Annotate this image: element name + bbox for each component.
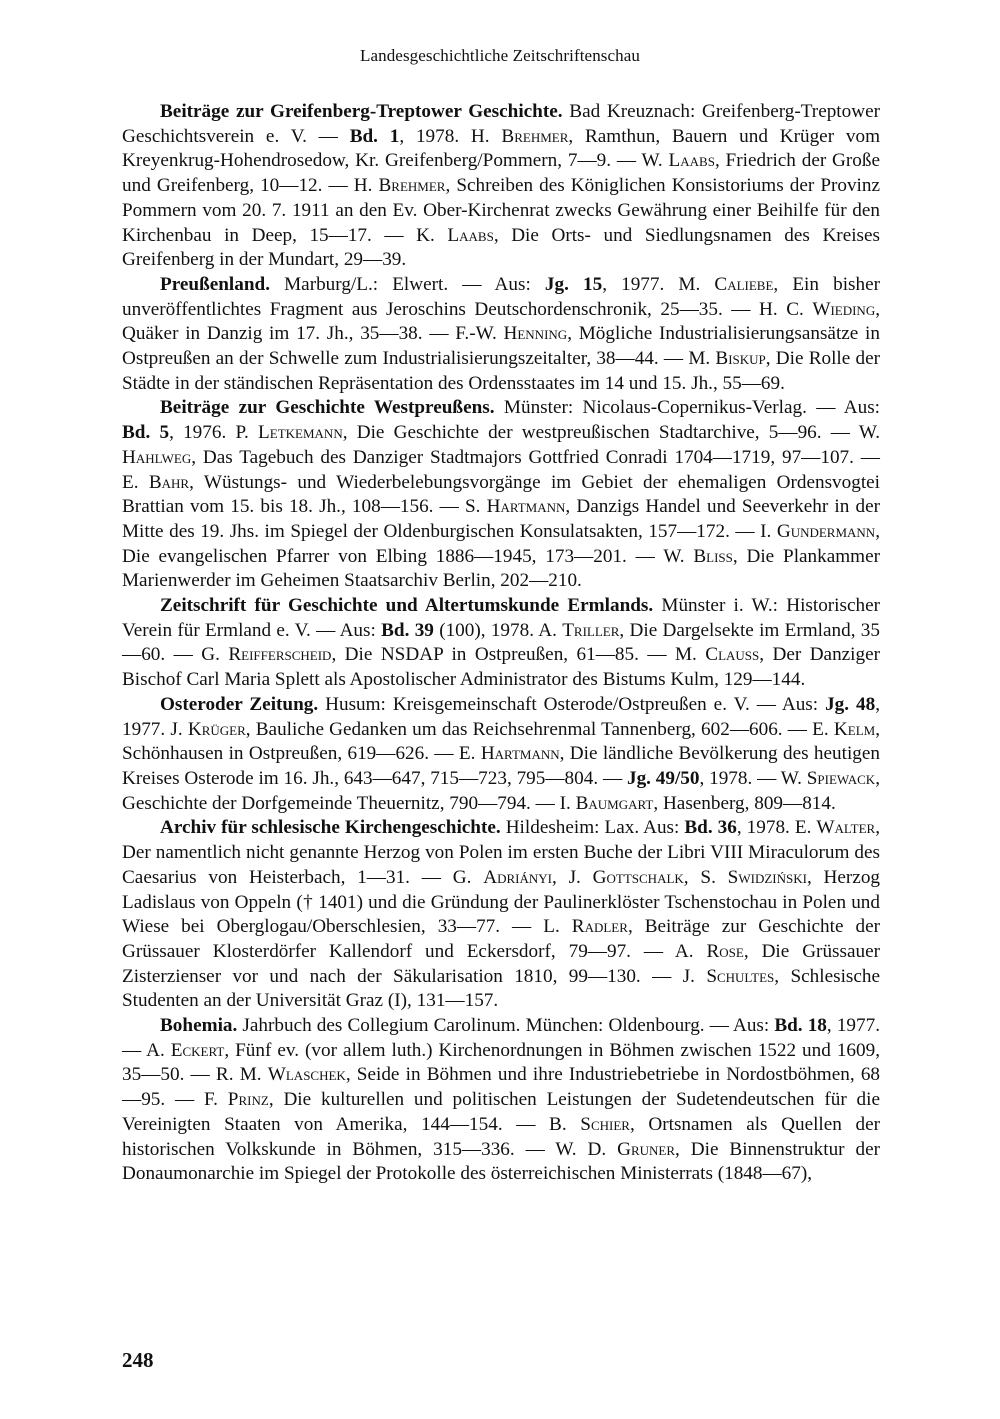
author-name: Bahr [148,471,190,493]
author-name: Eckert [170,1039,225,1061]
entry-text: , Quäker in Danzig im 17. Jh., 35—38. — F.-W. [122,298,880,345]
author-name: Bliss [693,545,733,567]
entry-text: , Geschichte der Dorfgemeinde Theuernitz, 790—794. — I. [122,767,880,814]
entry-text: , Ortsnamen als Quellen der historischen Volkskunde in Böhmen, 315—336. — W. D. [122,1113,880,1160]
entry-text: , 1977. M. [602,273,715,295]
entry-text: , Die Binnenstruktur der Donaumonarchie im Spiegel der Protokolle des österreichischen Ministerrats (1848—67), [122,1138,880,1185]
volume-number: Bd. 1 [349,125,400,147]
volume-number: Jg. 15 [544,273,603,295]
author-name: Kelm [833,718,876,740]
author-name: Spiewack [806,767,876,789]
journal-title: Osteroder Zeitung. [160,693,319,715]
journal-title: Preußenland. [160,273,270,295]
author-name: Adriányi [483,866,552,888]
entry-text: , 1978. E. [736,817,817,839]
author-name: Laabs [668,150,715,172]
entry-text: , Die evangelischen Pfarrer von Elbing 1886—1945, 173—201. — W. [122,520,880,567]
author-name: Swidziński [727,866,807,888]
entry-text: , Die Rolle der Städte in der ständischen Repräsentation des Ordensstaates im 14 und 15. Jh., 55—69. [122,348,880,394]
volume-number: Bd. 39 [381,619,434,641]
author-name: Schier [580,1113,630,1135]
entry-text: , Der Danziger Bischof Carl Maria Splett als Apostolischer Administrator des Bistums Kulm, 129—144. [122,644,881,691]
journal-title: Archiv für schlesische Kirchengeschichte. [160,817,501,839]
entry-text: , Mögliche Industrialisierungsansätze in Ostpreußen an der Schwelle zum Industrialisierungszeitalter, 38—44. — M. [122,323,880,370]
entry-text: Münster i. W.: Historischer Verein für Ermland e. V. — Aus: [122,595,880,641]
entry-schlesien [122,816,880,1014]
page-number: 248 [122,1348,154,1372]
author-name: Prinz [227,1089,269,1111]
entry-text: , Das Tagebuch des Danziger Stadtmajors Gottfried Conradi 1704—1719, 97—107. — E. [122,446,880,493]
author-name: Biskup [715,348,766,370]
author-name: Brehmer [501,125,569,147]
author-name: Laabs [447,224,494,246]
entry-text: , Die Orts- und Siedlungsnamen des Kreises Greifenberg in der Mundart, 29—39. [122,224,880,271]
entry-osteroder [122,693,880,817]
author-name: Hahlweg [122,446,192,468]
entry-ermland [122,594,880,693]
author-name: Walter [816,817,876,839]
entry-text: , Die ländliche Bevölkerung des heutigen Kreises Osterode im 16. Jh., 643—647, 715—723, 795—804. — [122,743,880,789]
entry-text: , Die Dargelsekte im Ermland, 35—60. — G. [122,619,880,666]
author-name: Clauss [705,644,760,666]
author-name: Hartmann [486,496,566,518]
author-name: Krüger [187,718,246,740]
author-name: Radler [571,916,628,938]
author-name: Caliebe [714,273,774,295]
entry-text: , Beiträge zur Geschichte der Grüssauer Klosterdörfer Kallendorf und Eckersdorf, 79—97. — A. [122,916,881,962]
entry-text: , Die NSDAP in Ostpreußen, 61—85. — M. [331,644,706,666]
volume-number: Jg. 48 [825,693,876,715]
entry-text: Hildesheim: Lax. Aus: [500,817,685,839]
entry-text: , Friedrich der Große und Greifenberg, 10—12. — H. [122,150,880,197]
entry-text: , 1978. H. [399,125,502,147]
entry-text: , 1977. — A. [122,1015,880,1061]
entry-text: , Fünf ev. (vor allem luth.) Kirchenordnungen in Böhmen zwischen 1522 und 1609, 35—50. — R. M. [122,1039,880,1086]
entry-text: , Bauliche Gedanken um das Reichsehrenmal Tannenberg, 602—606. — E. [245,718,834,740]
volume-number: Bd. 5 [122,422,170,444]
author-name: Letkemann [258,422,343,444]
entry-text: , Ein bisher unveröffentlichtes Fragment aus Jeroschins Deutschordenschronik, 25—35. — H. C. [122,273,880,320]
entry-text: Bad Kreuznach: Greifenberg-Treptower Geschichtsverein e. V. — [122,101,880,147]
journal-title: Beiträge zur Geschichte Westpreußens. [160,397,495,419]
journal-title: Zeitschrift für Geschichte und Altertumskunde Ermlands. [160,595,654,617]
entry-text: , Herzog Ladislaus von Oppeln († 1401) und die Gründung der Paulinerklöster Tschenstochau in Polen und Wiese bei Oberglogau/Oberschlesien, 33—77. — L. [122,866,881,938]
bibliography-body [122,100,880,1187]
entry-text: Münster: Nicolaus-Copernikus-Verlag. — Aus: [494,397,880,419]
entry-text: , Schreiben des Königlichen Konsistoriums der Provinz Pommern vom 20. 7. 1911 an den Ev. Ober-Kirchenrat zwecks Gewährung einer Beihilfe für den Kirchenbau in Deep, 15—17. — K. [122,175,881,246]
author-name: Henning [503,323,568,345]
author-name: Schultes [706,965,775,987]
entry-text: , Die Geschichte der westpreußischen Stadtarchive, 5—96. — W. [342,422,880,444]
entry-text: , Hasenberg, 809—814. [653,792,836,814]
entry-text: , Schlesische Studenten an der Universität Graz (I), 131—157. [122,965,880,1012]
entry-text: Husum: Kreisgemeinschaft Osterode/Ostpreußen e. V. — Aus: [318,693,826,715]
entry-text: , Danzigs Handel und Seeverkehr in der Mitte des 19. Jhs. im Spiegel der Oldenburgischen Konsulatsakten, 157—172. — I. [122,496,880,542]
author-name: Wlaschek [267,1064,346,1086]
volume-number: Bd. 36 [684,817,737,839]
journal-title: Bohemia. [160,1015,238,1037]
author-name: Brehmer [378,175,446,197]
volume-number: Jg. 49/50 [626,767,700,789]
entry-text: , 1978. — W. [699,767,807,789]
author-name: Gottschalk [592,866,684,888]
entry-text: (100), 1978. A. [433,619,563,641]
entry-text: , Schönhausen in Ostpreußen, 619—626. — E. [122,718,880,765]
entry-greifenberg [122,100,880,273]
volume-number: Bd. 18 [774,1015,827,1037]
author-name: Rose [706,940,744,962]
entry-text: Marburg/L.: Elwert. — Aus: [270,273,545,295]
entry-text: , Seide in Böhmen und ihre Industriebetriebe in Nordostböhmen, 68—95. — F. [122,1064,881,1111]
entry-text: , Ramthun, Bauern und Krüger vom Kreyenkrug-Hohendrosedow, Kr. Greifenberg/Pommern, 7—9. — W. [122,125,880,172]
author-name: Gruner [617,1138,676,1160]
entry-text: , Die Plankammer Marienwerder im Geheimen Staatsarchiv Berlin, 202—210. [122,545,880,592]
entry-text: , 1976. P. [169,422,259,444]
entry-text: , S. [683,866,728,888]
author-name: Hartmann [480,743,560,765]
entry-westpreussen [122,396,880,594]
entry-text: , Wüstungs- und Wiederbelebungsvorgänge im Gebiet der ehemaligen Ordensvogtei Brattian vom 15. bis 18. Jh., 108—156. — S. [122,471,880,518]
author-name: Baumgart [575,792,654,814]
entry-text: , Die kulturellen und politischen Leistungen der Sudetendeutschen für die Vereinigten Staaten von Amerika, 144—154. — B. [122,1089,880,1135]
journal-title: Beiträge zur Greifenberg-Treptower Geschichte. [160,101,563,122]
entry-text: , 1977. J. [122,693,881,740]
running-head: Landesgeschichtliche Zeitschriftenschau [359,46,641,65]
entry-text: , J. [551,866,593,888]
entry-text: Jahrbuch des Collegium Carolinum. München: Oldenbourg. — Aus: [237,1015,775,1037]
author-name: Gundermann [776,520,876,542]
author-name: Wieding [812,298,876,320]
author-name: Reifferscheid [228,644,332,666]
entry-preussenland [122,273,880,397]
entry-text: , Der namentlich nicht genannte Herzog von Polen im ersten Buche der Libri VIII Miraculorum des Caesarius von Heisterbach, 1—31. — G. [122,817,881,888]
entry-text: , Die Grüssauer Zisterzienser vor und nach der Säkularisation 1810, 99—130. — J. [122,940,880,987]
entry-bohemia [122,1014,880,1187]
author-name: Triller [562,619,620,641]
